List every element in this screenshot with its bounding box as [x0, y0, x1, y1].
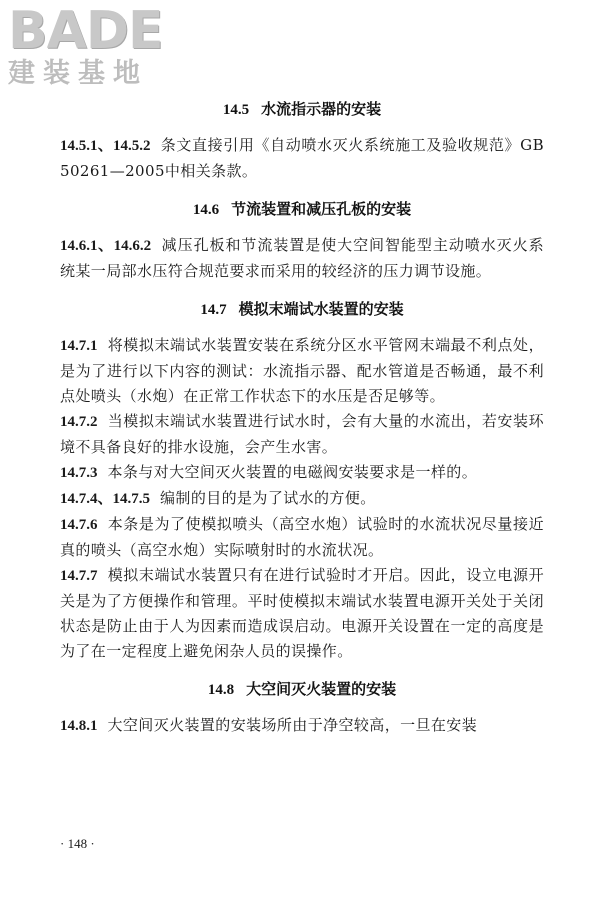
heading-number: 14.8: [207, 682, 235, 698]
clause-text: 编制的目的是为了试水的方便。: [160, 489, 376, 507]
section-heading-14-7: [60, 298, 544, 321]
clause-text: 当模拟末端试水装置进行试水时，会有大量的水流出，若安装环境不具备良好的排水设施，会产生水害。: [60, 412, 544, 456]
clause-number: 14.7.7: [60, 568, 98, 584]
clause-14-7-1: [60, 333, 544, 409]
heading-number: 14.7: [200, 302, 227, 318]
clause-14-7-6: [60, 512, 544, 563]
clause-14-7-4: [60, 486, 544, 512]
logo-wordmark: BADE: [8, 1, 163, 61]
heading-title: 水流指示器的安装: [261, 100, 382, 118]
clause-number: 14.7.1: [60, 338, 98, 354]
bade-logo: [8, 1, 178, 94]
clause-number: 14.6.1、14.6.2: [60, 238, 152, 254]
logo-subtitle: 建装基地: [8, 58, 148, 89]
section-heading-14-5: [60, 98, 544, 121]
clause-number: 14.5.1、14.5.2: [60, 138, 151, 154]
clause-text: 本条与对大空间灭火装置的电磁阀安装要求是一样的。: [107, 463, 478, 481]
clause-number: 14.7.6: [60, 517, 98, 533]
heading-number: 14.5: [222, 102, 250, 118]
clause-14-8-1: [60, 713, 544, 739]
clause-text: 条文直接引用《自动喷水灭火系统施工及验收规范》GB 50261—2005中相关条款。: [60, 136, 544, 180]
section-heading-14-8: [60, 678, 544, 701]
clause-text: 减压孔板和节流装置是使大空间智能型主动喷水灭火系统某一局部水压符合规范要求而采用的较经济的压力调节设施。: [60, 236, 544, 280]
heading-number: 14.6: [192, 202, 220, 218]
heading-title: 节流装置和减压孔板的安装: [231, 200, 412, 218]
clause-14-7-3: [60, 460, 544, 486]
clause-text: 将模拟末端试水装置安装在系统分区水平管网末端最不利点处，是为了进行以下内容的测试：水流指示器、配水管道是否畅通，最不利点处喷头（水炮）在正常工作状态下的水压是否足够等。: [60, 336, 544, 405]
clause-14-7-2: [60, 409, 544, 460]
clause-number: 14.7.2: [60, 414, 98, 430]
page-body: [60, 98, 544, 739]
clause-text: 本条是为了使模拟喷头（高空水炮）试验时的水流状况尽量接近真的喷头（高空水炮）实际喷射时的水流状况。: [60, 515, 544, 559]
heading-title: 大空间灭火装置的安装: [246, 680, 397, 698]
page-number: · 148 ·: [60, 836, 95, 851]
section-heading-14-6: [60, 198, 544, 221]
heading-title: 模拟末端试水装置的安装: [238, 300, 404, 318]
clause-number: 14.7.3: [60, 465, 98, 481]
clause-14-7-7: [60, 563, 544, 664]
clause-text: 模拟末端试水装置只有在进行试验时才开启。因此，设立电源开关是为了方便操作和管理。平时使模拟末端试水装置电源开关处于关闭状态是防止由于人为因素而造成误启动。电源开关设置在一定的高度是为了在一定程度上避免闲杂人员的误操作。: [60, 566, 544, 660]
clause-14-5-1: [60, 133, 544, 184]
clause-number: 14.7.4、14.7.5: [60, 491, 151, 507]
clause-text: 大空间灭火装置的安装场所由于净空较高，一旦在安装: [107, 716, 478, 734]
clause-14-6-1: [60, 233, 544, 284]
clause-number: 14.8.1: [60, 718, 98, 734]
